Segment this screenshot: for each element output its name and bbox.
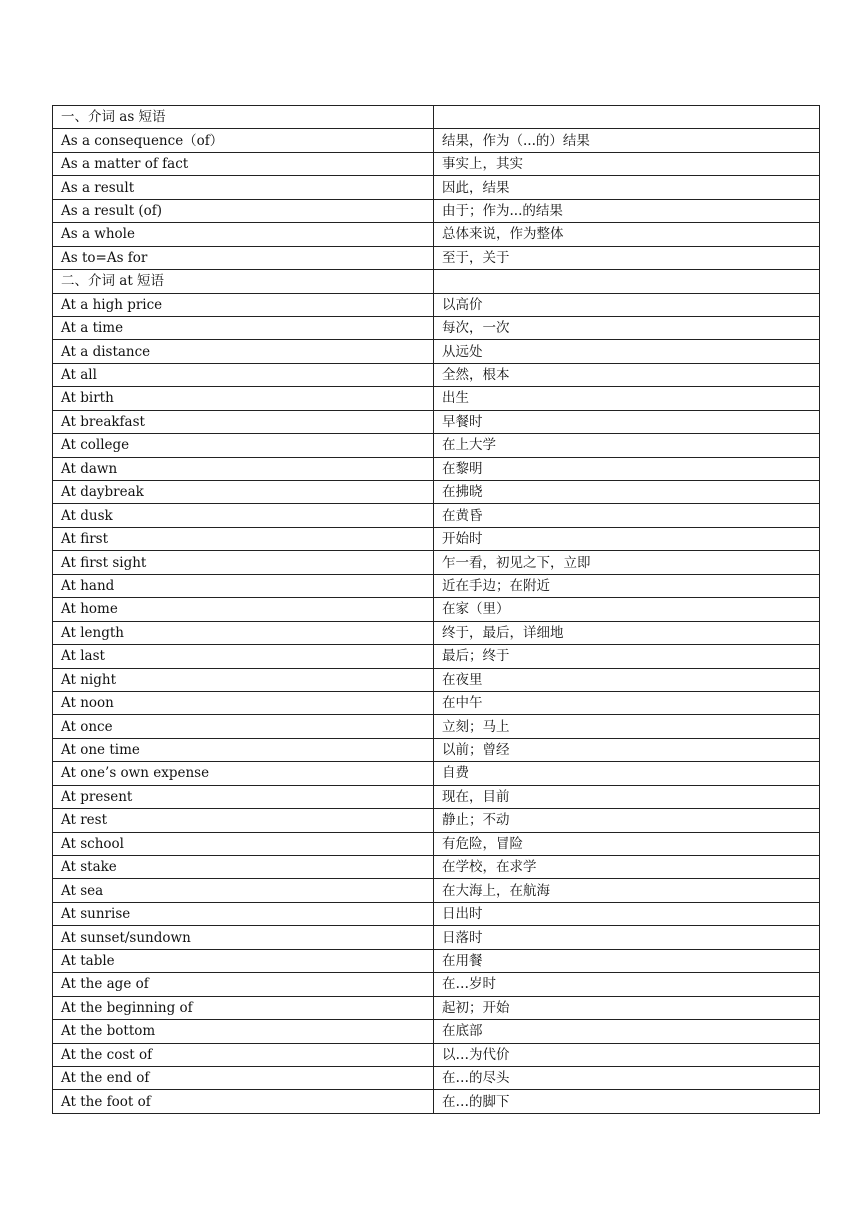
meaning-cell: 在上大学: [434, 434, 820, 457]
phrase-cell: At college: [53, 434, 434, 457]
phrase-cell: At night: [53, 668, 434, 691]
table-row: [53, 246, 820, 269]
phrase-cell: At one time: [53, 738, 434, 761]
meaning-cell: 事实上，其实: [434, 152, 820, 175]
phrase-cell: As a matter of fact: [53, 152, 434, 175]
meaning-cell: 在学校，在求学: [434, 856, 820, 879]
meaning-cell: 由于；作为...的结果: [434, 199, 820, 222]
phrase-cell: At all: [53, 363, 434, 386]
table-row: [53, 574, 820, 597]
table-row: [53, 949, 820, 972]
meaning-cell: 近在手边；在附近: [434, 574, 820, 597]
table-row: [53, 926, 820, 949]
table-row: [53, 809, 820, 832]
phrase-cell: At the foot of: [53, 1090, 434, 1113]
meaning-cell: 在黎明: [434, 457, 820, 480]
meaning-cell: 在拂晓: [434, 481, 820, 504]
table-row: [53, 340, 820, 363]
table-row: [53, 996, 820, 1019]
table-row: [53, 856, 820, 879]
meaning-cell: 立刻；马上: [434, 715, 820, 738]
phrase-cell: At birth: [53, 387, 434, 410]
meaning-cell: 最后；终于: [434, 645, 820, 668]
phrase-cell: At the age of: [53, 973, 434, 996]
meaning-cell: 在…的脚下: [434, 1090, 820, 1113]
meaning-cell: 结果，作为（...的）结果: [434, 129, 820, 152]
phrase-cell: As a result (of): [53, 199, 434, 222]
table-row: [53, 410, 820, 433]
meaning-cell: 至于，关于: [434, 246, 820, 269]
table-row: [53, 434, 820, 457]
phrase-cell: As a whole: [53, 223, 434, 246]
table-row: [53, 504, 820, 527]
phrase-cell: As a result: [53, 176, 434, 199]
phrase-cell: At length: [53, 621, 434, 644]
meaning-cell: 在底部: [434, 1020, 820, 1043]
section-heading: 二、介词 at 短语: [53, 270, 434, 293]
table-row: [53, 363, 820, 386]
table-row: [53, 293, 820, 316]
meaning-cell: 全然，根本: [434, 363, 820, 386]
phrase-cell: As to=As for: [53, 246, 434, 269]
section-heading-blank: [434, 106, 820, 129]
meaning-cell: 开始时: [434, 527, 820, 550]
table-row: [53, 106, 820, 129]
meaning-cell: 早餐时: [434, 410, 820, 433]
meaning-cell: 因此，结果: [434, 176, 820, 199]
table-row: [53, 1020, 820, 1043]
table-row: [53, 832, 820, 855]
table-row: [53, 316, 820, 339]
phrase-cell: At first sight: [53, 551, 434, 574]
meaning-cell: 以…为代价: [434, 1043, 820, 1066]
table-row: [53, 152, 820, 175]
table-row: [53, 691, 820, 714]
phrase-cell: As a consequence（of）: [53, 129, 434, 152]
meaning-cell: 以高价: [434, 293, 820, 316]
phrase-cell: At home: [53, 598, 434, 621]
phrase-cell: At last: [53, 645, 434, 668]
phrase-cell: At dawn: [53, 457, 434, 480]
meaning-cell: 起初；开始: [434, 996, 820, 1019]
meaning-cell: 在…岁时: [434, 973, 820, 996]
table-row: [53, 973, 820, 996]
table-row: [53, 387, 820, 410]
meaning-cell: 从远处: [434, 340, 820, 363]
meaning-cell: 在用餐: [434, 949, 820, 972]
phrase-cell: At dusk: [53, 504, 434, 527]
phrase-cell: At a distance: [53, 340, 434, 363]
meaning-cell: 以前；曾经: [434, 738, 820, 761]
section-heading-blank: [434, 270, 820, 293]
phrase-table: [52, 105, 820, 1114]
table-row: [53, 668, 820, 691]
phrase-cell: At sunrise: [53, 902, 434, 925]
phrase-cell: At a high price: [53, 293, 434, 316]
table-row: [53, 785, 820, 808]
table-row: [53, 645, 820, 668]
meaning-cell: 在…的尽头: [434, 1066, 820, 1089]
phrase-cell: At the beginning of: [53, 996, 434, 1019]
table-row: [53, 879, 820, 902]
table-row: [53, 715, 820, 738]
table-row: [53, 457, 820, 480]
phrase-cell: At daybreak: [53, 481, 434, 504]
phrase-cell: At hand: [53, 574, 434, 597]
table-row: [53, 1090, 820, 1113]
meaning-cell: 自费: [434, 762, 820, 785]
table-row: [53, 270, 820, 293]
phrase-cell: At a time: [53, 316, 434, 339]
meaning-cell: 静止；不动: [434, 809, 820, 832]
meaning-cell: 日落时: [434, 926, 820, 949]
table-row: [53, 129, 820, 152]
phrase-cell: At school: [53, 832, 434, 855]
table-row: [53, 1066, 820, 1089]
phrase-cell: At the cost of: [53, 1043, 434, 1066]
meaning-cell: 现在，目前: [434, 785, 820, 808]
table-row: [53, 223, 820, 246]
phrase-cell: At sea: [53, 879, 434, 902]
table-row: [53, 738, 820, 761]
meaning-cell: 总体来说，作为整体: [434, 223, 820, 246]
meaning-cell: 在黄昏: [434, 504, 820, 527]
phrase-cell: At breakfast: [53, 410, 434, 433]
table-row: [53, 176, 820, 199]
phrase-cell: At the bottom: [53, 1020, 434, 1043]
table-row: [53, 481, 820, 504]
phrase-cell: At once: [53, 715, 434, 738]
phrase-cell: At table: [53, 949, 434, 972]
meaning-cell: 在家（里）: [434, 598, 820, 621]
table-row: [53, 527, 820, 550]
phrase-cell: At one’s own expense: [53, 762, 434, 785]
phrase-cell: At present: [53, 785, 434, 808]
phrase-cell: At rest: [53, 809, 434, 832]
phrase-cell: At first: [53, 527, 434, 550]
meaning-cell: 在夜里: [434, 668, 820, 691]
meaning-cell: 日出时: [434, 902, 820, 925]
phrase-cell: At noon: [53, 691, 434, 714]
phrase-cell: At the end of: [53, 1066, 434, 1089]
table-row: [53, 598, 820, 621]
meaning-cell: 终于，最后，详细地: [434, 621, 820, 644]
meaning-cell: 在中午: [434, 691, 820, 714]
meaning-cell: 每次，一次: [434, 316, 820, 339]
meaning-cell: 乍一看，初见之下，立即: [434, 551, 820, 574]
table-row: [53, 1043, 820, 1066]
meaning-cell: 出生: [434, 387, 820, 410]
table-row: [53, 551, 820, 574]
meaning-cell: 在大海上，在航海: [434, 879, 820, 902]
table-row: [53, 621, 820, 644]
phrase-cell: At stake: [53, 856, 434, 879]
table-row: [53, 762, 820, 785]
table-row: [53, 902, 820, 925]
meaning-cell: 有危险，冒险: [434, 832, 820, 855]
table-row: [53, 199, 820, 222]
section-heading: 一、介词 as 短语: [53, 106, 434, 129]
phrase-cell: At sunset/sundown: [53, 926, 434, 949]
phrase-table-body: [53, 106, 820, 1114]
